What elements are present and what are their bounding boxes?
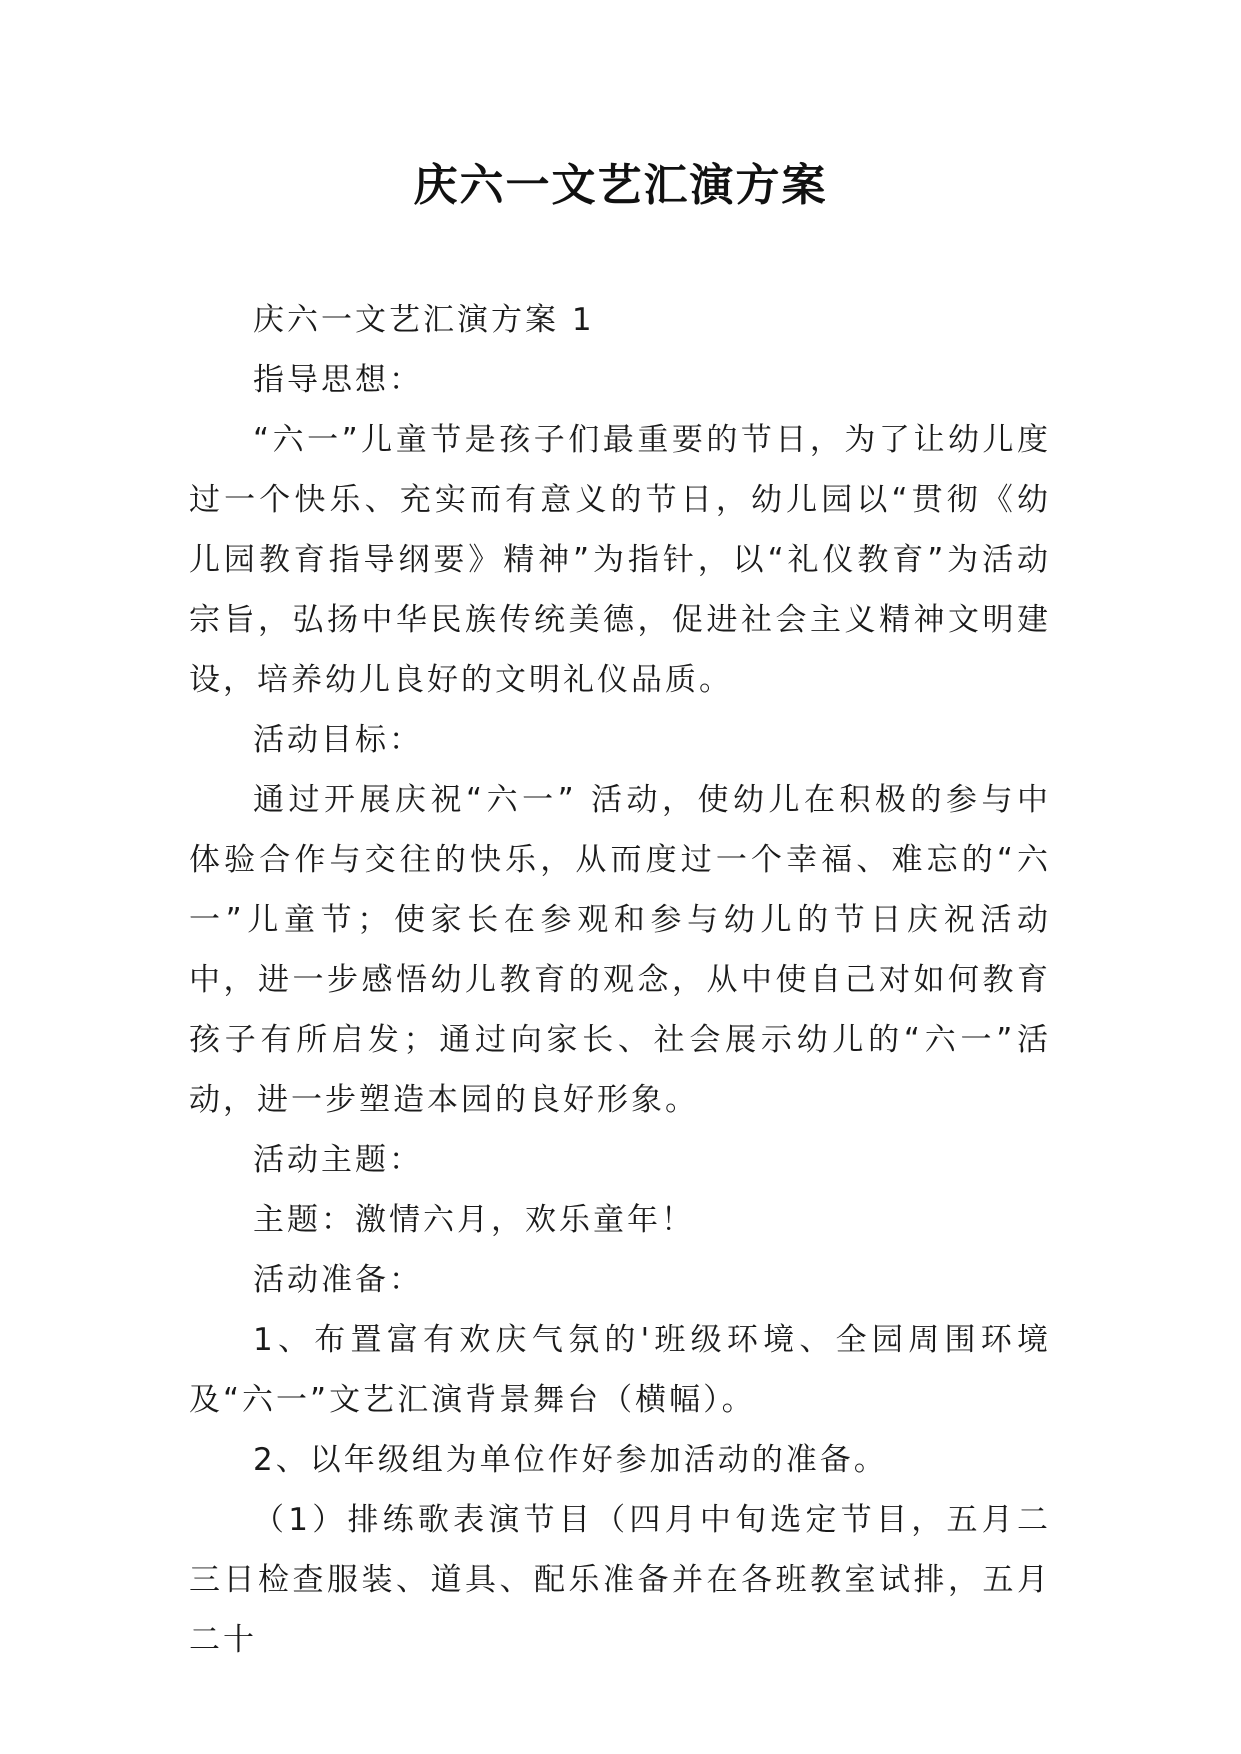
document-title: 庆六一文艺汇演方案: [413, 160, 828, 211]
paragraph-activity-goal: 通过开展庆祝“六一” 活动，使幼儿在积极的参与中体验合作与交往的快乐，从而度过一个幸福、难忘的“六一”儿童节；使家长在参观和参与幼儿的节日庆祝活动中，进一步感悟幼儿教育的观念，从中使自己对如何教育孩子有所启发；通过向家长、社会展示幼儿的“六一”活动，进一步塑造本园的良好形象。: [189, 782, 1051, 1118]
section-label-activity-preparation: 活动准备：: [253, 1262, 423, 1298]
section-label-activity-goal: 活动目标：: [253, 722, 423, 758]
section-label-guiding-thought: 指导思想：: [253, 362, 423, 398]
document-body: [189, 290, 1051, 1670]
paragraph-preparation-2-1: （1）排练歌表演节目（四月中旬选定节目，五月二三日检查服装、道具、配乐准备并在各班教室试排，五月二十: [189, 1502, 1051, 1658]
paragraph-activity-theme: 主题：激情六月，欢乐童年！: [253, 1202, 695, 1238]
paragraph-guiding-thought: “六一”儿童节是孩子们最重要的节日，为了让幼儿度过一个快乐、充实而有意义的节日，幼儿园以“贯彻《幼儿园教育指导纲要》精神”为指针，以“礼仪教育”为活动宗旨，弘扬中华民族传统美德，促进社会主义精神文明建设，培养幼儿良好的文明礼仪品质。: [189, 422, 1051, 698]
section-label-activity-theme: 活动主题：: [253, 1142, 423, 1178]
paragraph-preparation-1: 1、布置富有欢庆气氛的'班级环境、全园周围环境及“六一”文艺汇演背景舞台（横幅）。: [189, 1322, 1051, 1418]
paragraph-preparation-2: 2、以年级组为单位作好参加活动的准备。: [253, 1442, 888, 1478]
section-heading: 庆六一文艺汇演方案 1: [253, 302, 595, 338]
